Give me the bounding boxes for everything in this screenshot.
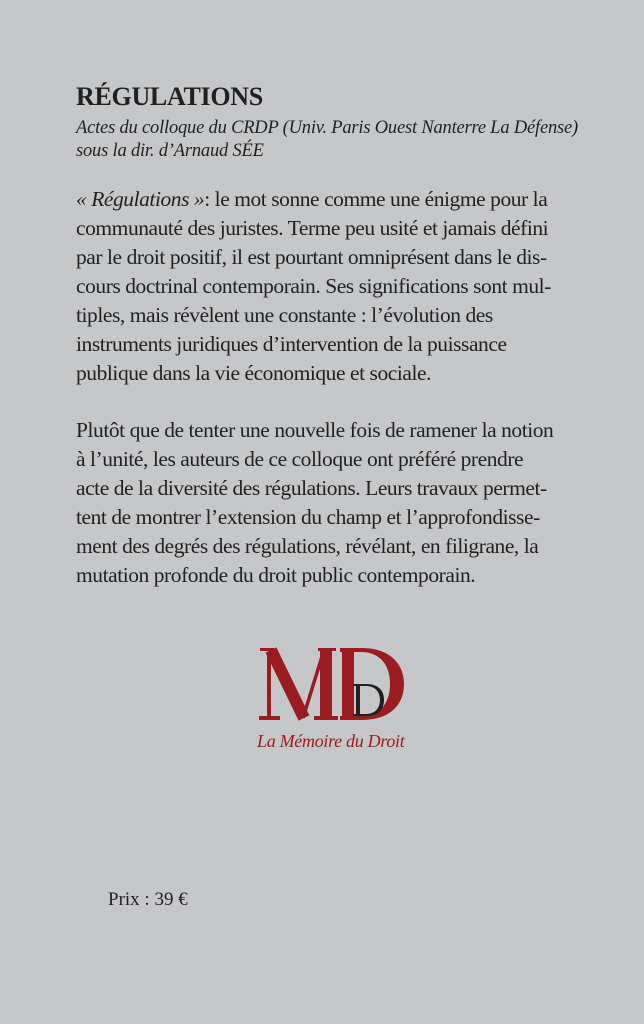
paragraph-line: tiples, mais révèlent une constante : l’évolution des	[76, 303, 493, 327]
subtitle-line: Actes du colloque du CRDP (Univ. Paris Ouest Nanterre La Défense)	[76, 118, 579, 138]
book-title: RÉGULATIONS	[76, 82, 263, 111]
logo-letter-d	[340, 648, 404, 720]
paragraph-line: ment des degrés des régulations, révélant, en filigrane, la	[76, 534, 539, 558]
paragraph-line	[76, 185, 551, 214]
subtitle-line: sous la dir. d’Arnaud SÉE	[76, 141, 264, 161]
publisher-logo-graphic	[256, 640, 406, 730]
logo-letter-m	[259, 648, 338, 720]
paragraph-line: cours doctrinal contemporain. Ses significations sont mul-	[76, 274, 551, 298]
paragraph-line: acte de la diversité des régulations. Leurs travaux permet-	[76, 476, 547, 500]
price: Prix : 39 €	[108, 889, 188, 910]
quoted-term: « Régulations »	[76, 187, 205, 211]
paragraph-line: instruments juridiques d’intervention de la puissance	[76, 332, 507, 356]
paragraph-line: mutation profonde du droit public contemporain.	[76, 563, 476, 587]
paragraph-text: : le mot sonne comme une énigme pour la	[204, 187, 548, 211]
logo-small-d	[353, 684, 384, 716]
paragraph-line: communauté des juristes. Terme peu usité et jamais défini	[76, 216, 549, 240]
paragraph-line: publique dans la vie économique et sociale.	[76, 361, 431, 385]
subtitle	[76, 117, 578, 163]
blurb-paragraph-1	[76, 185, 551, 388]
paragraph-line: Plutôt que de tenter une nouvelle fois de ramener la notion	[76, 418, 554, 442]
paragraph-line: à l’unité, les auteurs de ce colloque ont préféré prendre	[76, 447, 524, 471]
publisher-name: La Mémoire du Droit	[257, 731, 405, 751]
publisher-logo	[256, 640, 406, 730]
blurb-paragraph-2	[76, 416, 553, 590]
paragraph-line: par le droit positif, il est pourtant omniprésent dans le dis-	[76, 245, 547, 269]
paragraph-line: tent de montrer l’extension du champ et l’approfondisse-	[76, 505, 540, 529]
